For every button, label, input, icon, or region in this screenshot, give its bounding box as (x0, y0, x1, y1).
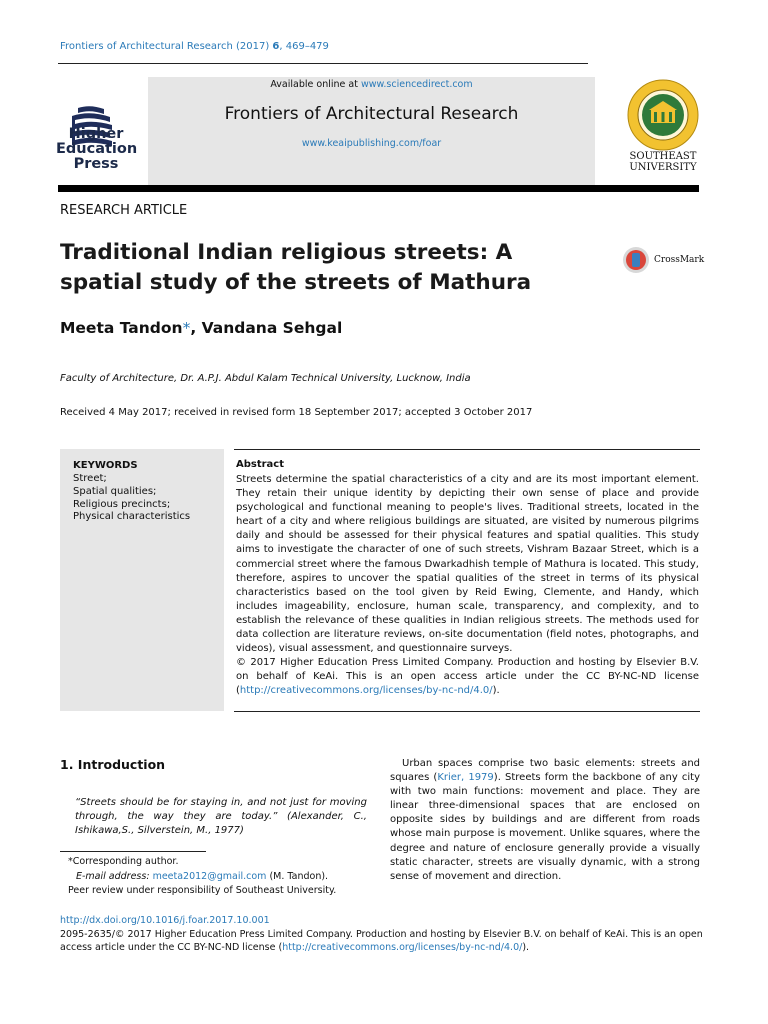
abstract-title: Abstract (236, 459, 285, 470)
footer-copyright (60, 928, 710, 954)
keyword-item: Street; (73, 473, 107, 484)
footnote-rule (60, 851, 206, 852)
section-heading-introduction: 1. Introduction (60, 757, 166, 772)
intro-text-a: Urban spaces comprise two basic elements: streets and squares ( (390, 758, 700, 784)
epigraph-quote: “Streets should be for staying in, and not just for moving through, the way they are today.” (Alexander, C., Ishikawa,S., Silverstein, M., 1977) (75, 797, 367, 837)
journal-reference (60, 41, 329, 52)
corresponding-author-marker[interactable]: * (182, 319, 191, 337)
keyword-item: Physical characteristics (73, 511, 191, 523)
abstract-top-rule (234, 449, 700, 450)
footer-copyright-text: 2095-2635/© 2017 Higher Education Press Limited Company. Production and hosting by Elsevier B.V. on behalf of KeAi. This is an open access article under the CC BY-NC-ND license ( (60, 929, 703, 953)
keywords-title: KEYWORDS (73, 460, 138, 471)
header-thick-divider (58, 185, 699, 192)
abstract-copyright-text: © 2017 Higher Education Press Limited Company. Production and hosting by Elsevier B.V. on behalf of KeAi. This is an open access article under the CC BY-NC-ND license ( (236, 657, 699, 697)
keywords-list (73, 473, 213, 524)
crossmark-label[interactable]: CrossMark (654, 255, 705, 265)
available-online (148, 79, 595, 90)
available-prefix: Available online at (270, 79, 361, 90)
abstract-copyright (236, 656, 699, 698)
keyword-item: Spatial qualities; (73, 485, 157, 497)
journal-ref-volume: 6 (272, 41, 280, 52)
article-type: RESEARCH ARTICLE (60, 203, 188, 218)
journal-header-box (148, 77, 595, 185)
footnote-corresponding: *Corresponding author. (68, 856, 179, 867)
affiliation: Faculty of Architecture, Dr. A.P.J. Abdul Kalam Technical University, Lucknow, India (60, 373, 471, 384)
intro-text-b: ). Streets form the backbone of any city with two main functions: movement and place. They are linear three-dimensional spaces that are enclosed on opposite sides by buildings and are different from roads whose main purpose is movement. Unlike squares, where the degree and nature of enclosure generally provide a visually static character, streets are visually dynamic, with a strong sense of movement and direction. (390, 772, 700, 882)
citation-link-krier[interactable]: Krier, 1979 (437, 772, 494, 784)
university-name: SOUTHEAST UNIVERSITY (629, 151, 697, 173)
top-divider (58, 63, 588, 64)
authors (60, 319, 342, 337)
publisher-name: Higher Education Press (56, 126, 138, 172)
author-2: , Vandana Sehgal (190, 319, 343, 337)
intro-paragraph (390, 757, 700, 884)
abstract-body: Streets determine the spatial characteristics of a city and are its most important element. They retain their unique identity by depicting their own sense of place and provide psychological and functional meaning to people's lives. Traditional streets, located in the heart of a city and where religious buildings are situated, are visited by numerous pilgrims daily and should be assessed for their physical features and spatial qualities. This study aims to investigate the character of one of such streets, Vishram Bazaar Street, which is a commercial street where the famous Dwarkadhish temple of Mathura is located. This study, therefore, aspires to uncover the spatial qualities of the street in terms of its physical characteristics based on the tool given by Reid Ewing, Clemente, and Handy, which includes imageability, enclosure, human scale, transparency, and complexity, and to establish the relevance of these qualities in Indian religious streets. The methods used for data collection are literature reviews, on-site documentation (field notes, photographs, and videos), visual assessment, and questionnaire surveys. (236, 474, 699, 655)
southeast-university-seal-icon (627, 79, 699, 151)
doi-link[interactable]: http://dx.doi.org/10.1016/j.foar.2017.10.001 (60, 915, 270, 926)
sciencedirect-link[interactable]: www.sciencedirect.com (360, 79, 473, 90)
abstract-license-link[interactable]: http://creativecommons.org/licenses/by-nc-nd/4.0/ (239, 685, 493, 697)
footer-copyright-end: ). (522, 942, 530, 953)
journal-ref-prefix: Frontiers of Architectural Research (2017) (60, 41, 273, 52)
email-suffix: (M. Tandon). (266, 871, 329, 882)
journal-ref-pages: , 469–479 (279, 41, 329, 52)
footer-license-link[interactable]: http://creativecommons.org/licenses/by-nc-nd/4.0/ (282, 942, 523, 953)
received-dates: Received 4 May 2017; received in revised form 18 September 2017; accepted 3 October 2017 (60, 407, 533, 418)
email-link[interactable]: meeta2012@gmail.com (152, 871, 267, 882)
footnote-email (76, 871, 328, 882)
email-label: E-mail address: (76, 871, 153, 882)
article-title: Traditional Indian religious streets: A spatial study of the streets of Mathura (60, 240, 532, 295)
author-1: Meeta Tandon (60, 319, 183, 337)
journal-url-link[interactable]: www.keaipublishing.com/foar (301, 138, 442, 149)
footnote-peer-review: Peer review under responsibility of Southeast University. (68, 885, 337, 896)
keyword-item: Religious precincts; (73, 498, 171, 510)
abstract-copyright-end: ). (492, 685, 500, 697)
abstract-bottom-rule (234, 711, 700, 712)
journal-title: Frontiers of Architectural Research (224, 104, 519, 124)
